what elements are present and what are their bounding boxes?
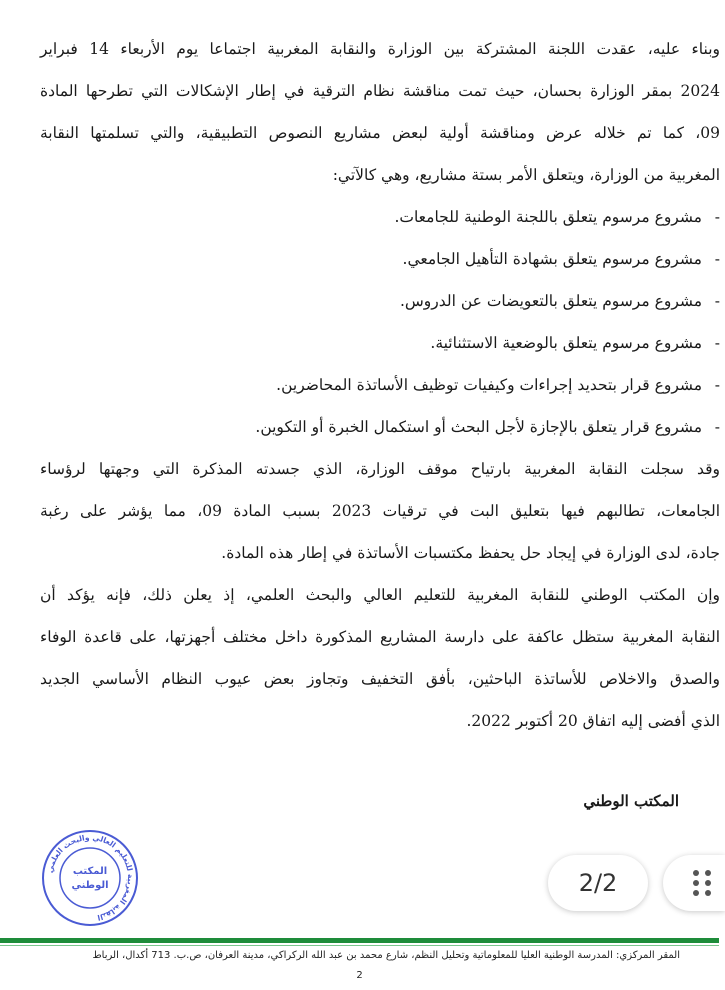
list-item	[40, 280, 720, 322]
bullet-dash: -	[714, 292, 720, 310]
bullet-dash: -	[714, 376, 720, 394]
footer-rule-thin	[0, 945, 719, 946]
text-line: جادة، لدى الوزارة في إيجاد حل يحفظ مكتسبات الأساتذة في إطار هذه المادة.	[221, 544, 720, 562]
text-line: الذي أفضى إليه اتفاق 20 أكتوبر 2022.	[466, 712, 720, 730]
text-line: الجامعات، تطالبهم فيها بتعليق البت في ترقيات 2023 بسبب المادة 09، مما يؤشر على رغبة	[40, 502, 721, 520]
list-item	[40, 196, 720, 238]
text-line: وإن المكتب الوطني للنقابة المغربية للتعليم العالي والبحث العلمي، إذ يعلن ذلك، فإنه يؤكد أن	[40, 586, 720, 604]
stamp-outer-ring	[43, 831, 137, 925]
bullet-dash: -	[714, 208, 720, 226]
list-item-text: مشروع مرسوم يتعلق بالتعويضات عن الدروس.	[399, 292, 702, 310]
union-stamp	[40, 828, 140, 928]
paragraph-ministry-position	[40, 448, 720, 574]
list-item	[40, 406, 720, 448]
footer-rule	[0, 938, 719, 943]
text-line: النقابة المغربية ستظل عاكفة على دارسة المشاريع المذكورة داخل مختلف أجهزتها، على قاعدة الوفاء	[40, 628, 721, 646]
text-line: 2024 بمقر الوزارة بحسان، حيث تمت مناقشة نظام الترقية في إطار الإشكالات التي تطرحها المادة	[40, 82, 720, 100]
bullet-dash: -	[714, 418, 720, 436]
page-indicator-text: 2/2	[578, 869, 618, 897]
list-item-text: مشروع مرسوم يتعلق بالوضعية الاستثنائية.	[430, 334, 702, 352]
document-body	[40, 28, 720, 742]
bullet-dash: -	[714, 250, 720, 268]
paragraph-declaration	[40, 574, 720, 742]
text-line: 09، كما تم خلاله عرض ومناقشة أولية لبعض مشاريع النصوص التطبيقية، والتي تسلمتها النقابة	[40, 124, 720, 142]
footer-address: المقر المركزي: المدرسة الوطنية العليا للمعلوماتية وتحليل النظم، شارع محمد بن عبد الله الركراكي، مدينة العرفان، ص.ب. 713 أكدال، الرباط	[92, 950, 680, 961]
text-line: وقد سجلت النقابة المغربية بارتياح موقف الوزارة، الذي جسدته المذكرة التي وجهتها لرؤساء	[40, 460, 720, 478]
stamp-inner-ring	[60, 848, 120, 908]
stamp-ring-text: النقابة المغربية للتعليم العالي والبحث العلمي	[45, 832, 136, 923]
signature: المكتب الوطني	[583, 792, 679, 810]
text-line: والصدق والاخلاص للأساتذة الباحثين، بأفق التخفيف وتجاوز بعض عيوب النظام الأساسي الجديد	[40, 670, 720, 688]
bullet-dash: -	[714, 334, 720, 352]
list-item-text: مشروع قرار يتعلق بالإجازة لأجل البحث أو استكمال الخبرة أو التكوين.	[255, 418, 702, 436]
list-item-text: مشروع مرسوم يتعلق بشهادة التأهيل الجامعي.	[402, 250, 702, 268]
text-line: وبناء عليه، عقدت اللجنة المشتركة بين الوزارة والنقابة المغربية اجتماعا يوم الأربعاء 14 فبراير	[40, 40, 720, 58]
list-item-text: مشروع مرسوم يتعلق باللجنة الوطنية للجامعات.	[394, 208, 702, 226]
list-item	[40, 364, 720, 406]
stamp-center-line-2: الوطني	[71, 880, 109, 891]
list-item-text: مشروع قرار بتحديد إجراءات وكيفيات توظيف الأساتذة المحاضرين.	[276, 376, 702, 394]
footer-page-number: 2	[356, 970, 363, 981]
page-indicator[interactable]	[548, 855, 648, 911]
stamp-center-line-1: المكتب	[72, 866, 108, 877]
list-item	[40, 238, 720, 280]
list-item	[40, 322, 720, 364]
paragraph-meeting	[40, 28, 720, 196]
projects-list	[40, 196, 720, 448]
text-line: المغربية من الوزارة، ويتعلق الأمر بستة مشاريع، وهي كالآتي:	[332, 166, 720, 184]
dots-grid-button[interactable]	[663, 855, 725, 911]
